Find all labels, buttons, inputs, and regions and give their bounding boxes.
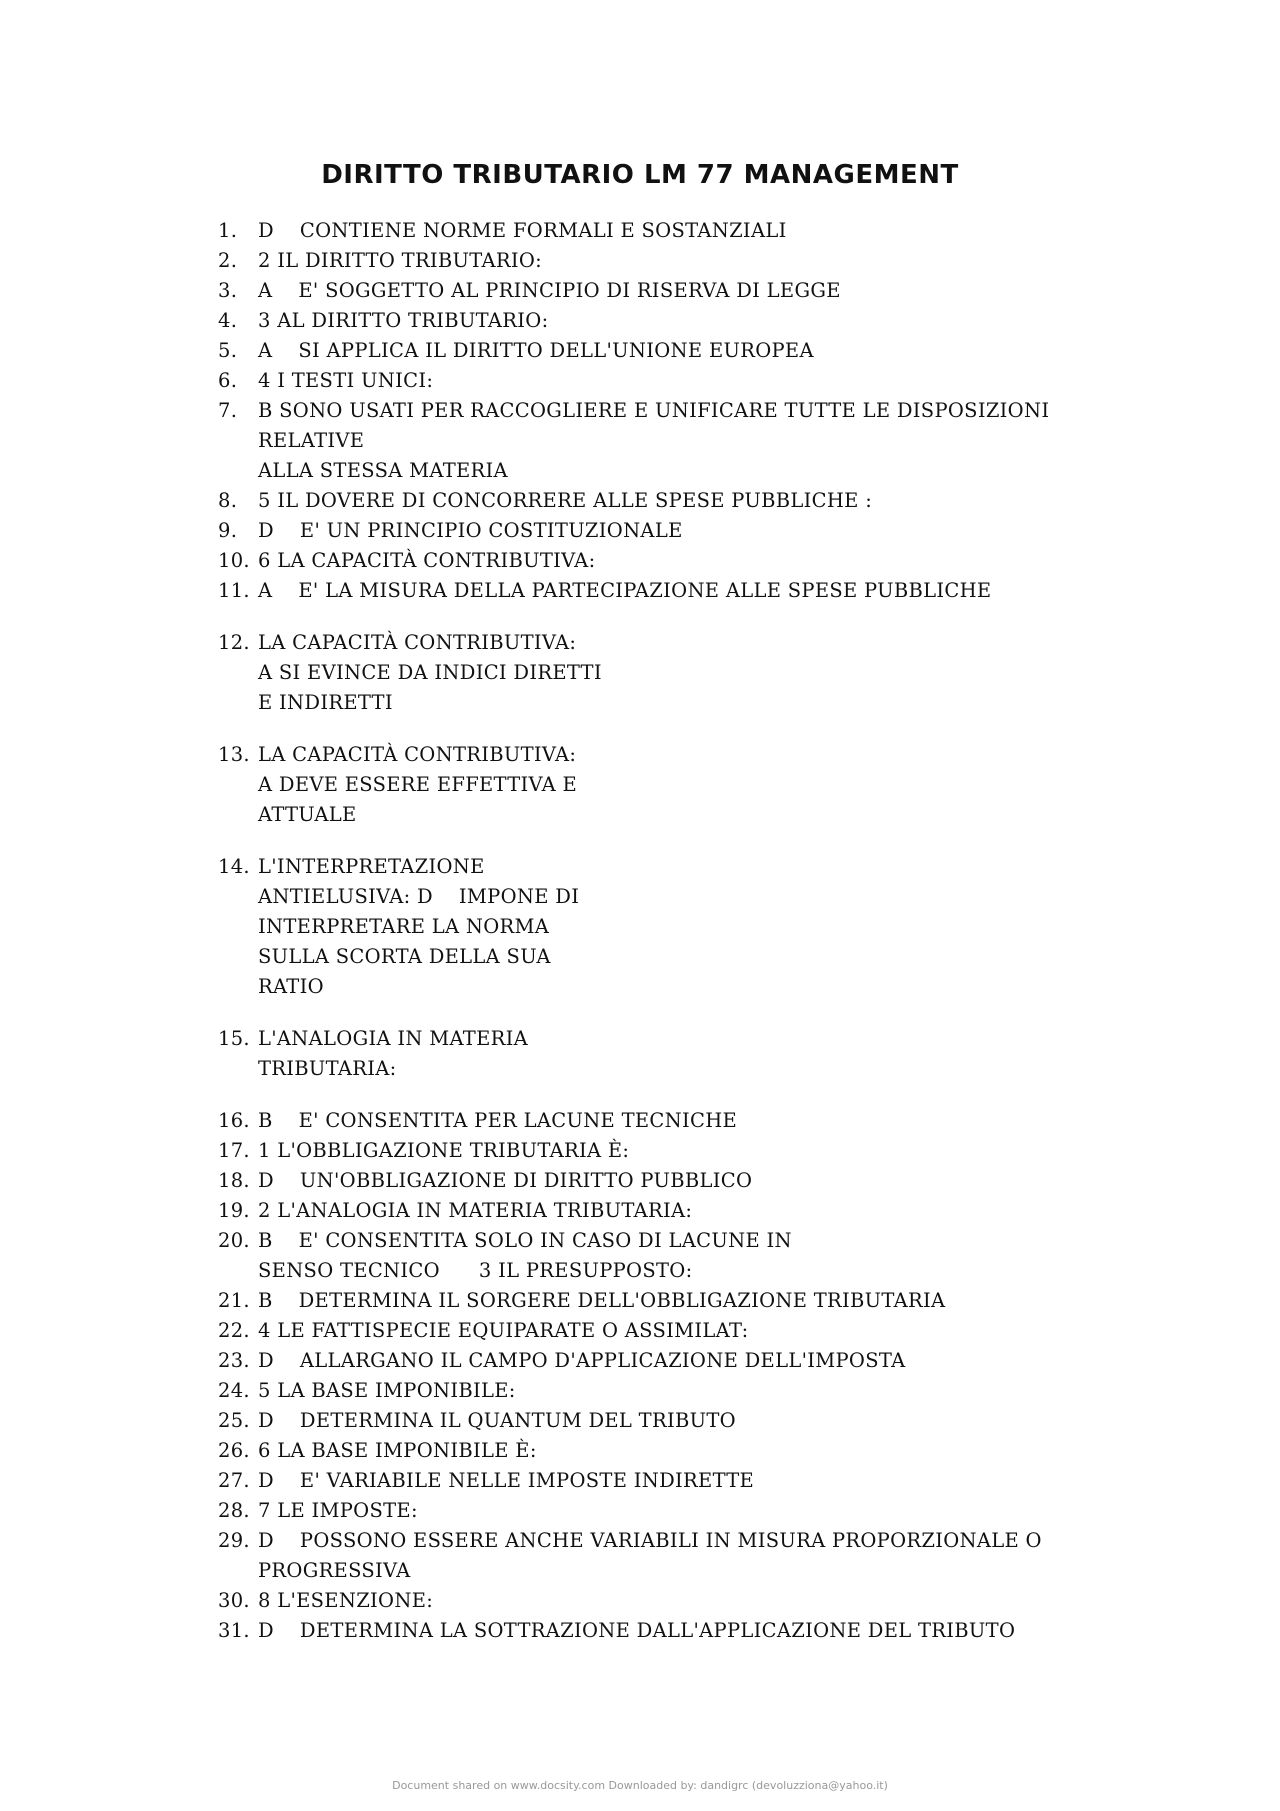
item-text: L'INTERPRETAZIONE ANTIELUSIVA: D IMPONE DI INTERPRETARE LA NORMA SULLA SCORTA DELLA SUA RATIO bbox=[258, 855, 580, 998]
item-text: L'ANALOGIA IN MATERIA TRIBUTARIA: bbox=[258, 1027, 528, 1080]
list-item bbox=[218, 1406, 1118, 1436]
item-text: 6 LA CAPACITÀ CONTRIBUTIVA: bbox=[258, 549, 596, 572]
item-number: 6. bbox=[218, 369, 238, 392]
item-number: 31. bbox=[218, 1619, 250, 1642]
item-number: 16. bbox=[218, 1109, 250, 1132]
answer-list bbox=[218, 216, 1118, 1646]
list-item bbox=[218, 216, 1118, 246]
item-text: D E' VARIABILE NELLE IMPOSTE INDIRETTE bbox=[258, 1469, 755, 1492]
list-item bbox=[218, 366, 1118, 396]
item-text: 2 L'ANALOGIA IN MATERIA TRIBUTARIA: bbox=[258, 1199, 693, 1222]
item-number: 8. bbox=[218, 489, 238, 512]
item-text: D ALLARGANO IL CAMPO D'APPLICAZIONE DELL'IMPOSTA bbox=[258, 1349, 906, 1372]
item-text: 5 LA BASE IMPONIBILE: bbox=[258, 1379, 516, 1402]
item-number: 27. bbox=[218, 1469, 250, 1492]
item-text: 5 IL DOVERE DI CONCORRERE ALLE SPESE PUBBLICHE : bbox=[258, 489, 873, 512]
item-text: 8 L'ESENZIONE: bbox=[258, 1589, 434, 1612]
item-text: B E' CONSENTITA PER LACUNE TECNICHE bbox=[258, 1109, 738, 1132]
list-item bbox=[218, 1196, 1118, 1226]
list-item bbox=[218, 276, 1118, 306]
list-item bbox=[218, 546, 1118, 576]
item-number: 23. bbox=[218, 1349, 250, 1372]
item-text: D UN'OBBLIGAZIONE DI DIRITTO PUBBLICO bbox=[258, 1169, 753, 1192]
list-item bbox=[218, 1106, 1118, 1136]
item-text: A E' LA MISURA DELLA PARTECIPAZIONE ALLE SPESE PUBBLICHE bbox=[258, 579, 992, 602]
item-text: D CONTIENE NORME FORMALI E SOSTANZIALI bbox=[258, 219, 787, 242]
item-text: D POSSONO ESSERE ANCHE VARIABILI IN MISURA PROPORZIONALE O PROGRESSIVA bbox=[258, 1529, 1042, 1582]
item-number: 26. bbox=[218, 1439, 250, 1462]
item-number: 9. bbox=[218, 519, 238, 542]
list-item bbox=[218, 1316, 1118, 1346]
document-title: DIRITTO TRIBUTARIO LM 77 MANAGEMENT bbox=[321, 160, 959, 190]
item-number: 1. bbox=[218, 219, 238, 242]
item-text: D E' UN PRINCIPIO COSTITUZIONALE bbox=[258, 519, 683, 542]
item-text: 3 AL DIRITTO TRIBUTARIO: bbox=[258, 309, 549, 332]
item-number: 2. bbox=[218, 249, 238, 272]
item-number: 13. bbox=[218, 743, 250, 766]
item-number: 30. bbox=[218, 1589, 250, 1612]
item-text: LA CAPACITÀ CONTRIBUTIVA: A SI EVINCE DA INDICI DIRETTI E INDIRETTI bbox=[258, 631, 602, 714]
item-number: 19. bbox=[218, 1199, 250, 1222]
item-text: A SI APPLICA IL DIRITTO DELL'UNIONE EUROPEA bbox=[258, 339, 814, 362]
list-item bbox=[218, 516, 1118, 546]
list-item bbox=[218, 336, 1118, 366]
item-number: 25. bbox=[218, 1409, 250, 1432]
item-text: B DETERMINA IL SORGERE DELL'OBBLIGAZIONE TRIBUTARIA bbox=[258, 1289, 946, 1312]
list-item bbox=[218, 1436, 1118, 1466]
item-number: 3. bbox=[218, 279, 238, 302]
item-number: 18. bbox=[218, 1169, 250, 1192]
list-item bbox=[218, 852, 1118, 1002]
item-number: 20. bbox=[218, 1229, 250, 1252]
list-item bbox=[218, 1024, 1118, 1084]
list-item bbox=[218, 1526, 1118, 1586]
item-text: LA CAPACITÀ CONTRIBUTIVA: A DEVE ESSERE EFFETTIVA E ATTUALE bbox=[258, 743, 578, 826]
item-text: D DETERMINA IL QUANTUM DEL TRIBUTO bbox=[258, 1409, 736, 1432]
item-text: 7 LE IMPOSTE: bbox=[258, 1499, 418, 1522]
list-item bbox=[218, 576, 1118, 606]
item-number: 15. bbox=[218, 1027, 250, 1050]
item-number: 17. bbox=[218, 1139, 250, 1162]
item-text: 2 IL DIRITTO TRIBUTARIO: bbox=[258, 249, 543, 272]
list-item bbox=[218, 1586, 1118, 1616]
item-number: 4. bbox=[218, 309, 238, 332]
list-item bbox=[218, 1136, 1118, 1166]
download-footer: Document shared on www.docsity.com Downloaded by: dandigrc (devoluzziona@yahoo.it) bbox=[392, 1779, 888, 1792]
item-number: 22. bbox=[218, 1319, 250, 1342]
item-number: 12. bbox=[218, 631, 250, 654]
item-number: 10. bbox=[218, 549, 250, 572]
list-item bbox=[218, 1226, 1118, 1286]
item-text: B SONO USATI PER RACCOGLIERE E UNIFICARE TUTTE LE DISPOSIZIONI RELATIVE ALLA STESSA MATERIA bbox=[258, 399, 1050, 482]
item-number: 28. bbox=[218, 1499, 250, 1522]
item-text: B E' CONSENTITA SOLO IN CASO DI LACUNE IN SENSO TECNICO 3 IL PRESUPPOSTO: bbox=[258, 1229, 792, 1282]
item-number: 5. bbox=[218, 339, 238, 362]
list-item bbox=[218, 396, 1118, 486]
list-item bbox=[218, 1286, 1118, 1316]
list-item bbox=[218, 740, 1118, 830]
item-number: 21. bbox=[218, 1289, 250, 1312]
list-item bbox=[218, 1616, 1118, 1646]
item-text: 6 LA BASE IMPONIBILE È: bbox=[258, 1439, 537, 1462]
list-item bbox=[218, 1166, 1118, 1196]
item-text: A E' SOGGETTO AL PRINCIPIO DI RISERVA DI LEGGE bbox=[258, 279, 841, 302]
item-number: 11. bbox=[218, 579, 250, 602]
list-item bbox=[218, 306, 1118, 336]
list-item bbox=[218, 1376, 1118, 1406]
item-number: 7. bbox=[218, 399, 238, 422]
item-text: 1 L'OBBLIGAZIONE TRIBUTARIA È: bbox=[258, 1139, 630, 1162]
list-item bbox=[218, 1346, 1118, 1376]
item-number: 14. bbox=[218, 855, 250, 878]
list-item bbox=[218, 486, 1118, 516]
item-text: D DETERMINA LA SOTTRAZIONE DALL'APPLICAZIONE DEL TRIBUTO bbox=[258, 1619, 1016, 1642]
list-item bbox=[218, 1466, 1118, 1496]
item-number: 24. bbox=[218, 1379, 250, 1402]
list-item bbox=[218, 246, 1118, 276]
list-item bbox=[218, 1496, 1118, 1526]
item-text: 4 I TESTI UNICI: bbox=[258, 369, 434, 392]
item-text: 4 LE FATTISPECIE EQUIPARATE O ASSIMILAT: bbox=[258, 1319, 749, 1342]
list-item bbox=[218, 628, 1118, 718]
item-number: 29. bbox=[218, 1529, 250, 1552]
